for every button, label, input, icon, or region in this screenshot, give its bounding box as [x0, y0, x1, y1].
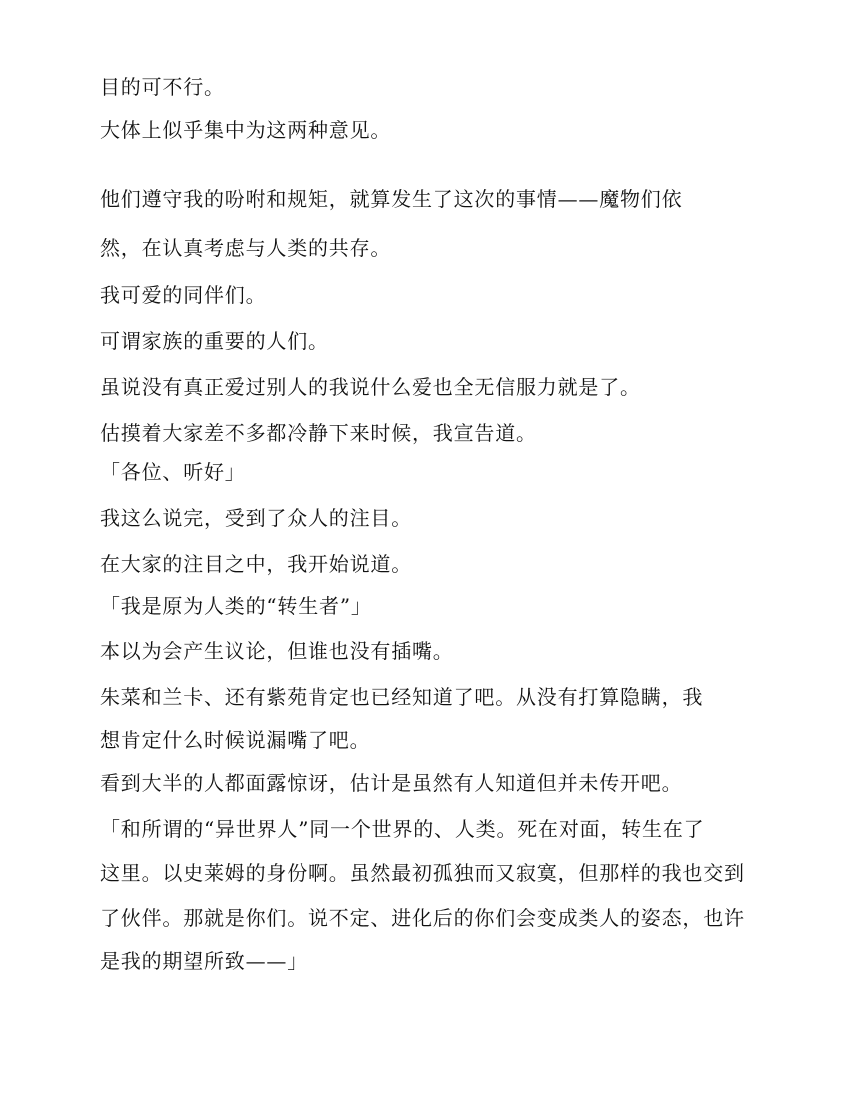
text-line: 想肯定什么时候说漏嘴了吧。 — [100, 728, 371, 752]
text-line: 是我的期望所致——」 — [100, 949, 308, 973]
text-line: 朱菜和兰卡、还有紫苑肯定也已经知道了吧。从没有打算隐瞒，我 — [100, 685, 704, 709]
text-line: 我这么说完，受到了众人的注目。 — [100, 506, 412, 530]
text-line: 大体上似乎集中为这两种意见。 — [100, 118, 392, 142]
text-line: 虽说没有真正爱过别人的我说什么爱也全无信服力就是了。 — [100, 375, 641, 399]
text-line: 他们遵守我的吩咐和规矩，就算发生了这次的事情——魔物们依 — [100, 187, 683, 211]
text-line: 「各位、听好」 — [100, 460, 246, 484]
text-line: 「我是原为人类的“转生者”」 — [100, 594, 372, 618]
text-line: 本以为会产生议论，但谁也没有插嘴。 — [100, 639, 454, 663]
text-line: 「和所谓的“异世界人”同一个世界的、人类。死在对面，转生在了 — [100, 817, 705, 841]
text-line: 在大家的注目之中，我开始说道。 — [100, 552, 412, 576]
text-line: 估摸着大家差不多都冷静下来时候，我宣告道。 — [100, 421, 537, 445]
text-line: 可谓家族的重要的人们。 — [100, 329, 329, 353]
text-line: 看到大半的人都面露惊讶，估计是虽然有人知道但并未传开吧。 — [100, 771, 683, 795]
text-line: 然，在认真考虑与人类的共存。 — [100, 236, 392, 260]
text-line: 我可爱的同伴们。 — [100, 283, 267, 307]
text-line: 目的可不行。 — [100, 75, 225, 99]
text-line: 这里。以史莱姆的身份啊。虽然最初孤独而又寂寞，但那样的我也交到 — [100, 861, 745, 885]
text-line: 了伙伴。那就是你们。说不定、进化后的你们会变成类人的姿态，也许 — [100, 906, 745, 930]
